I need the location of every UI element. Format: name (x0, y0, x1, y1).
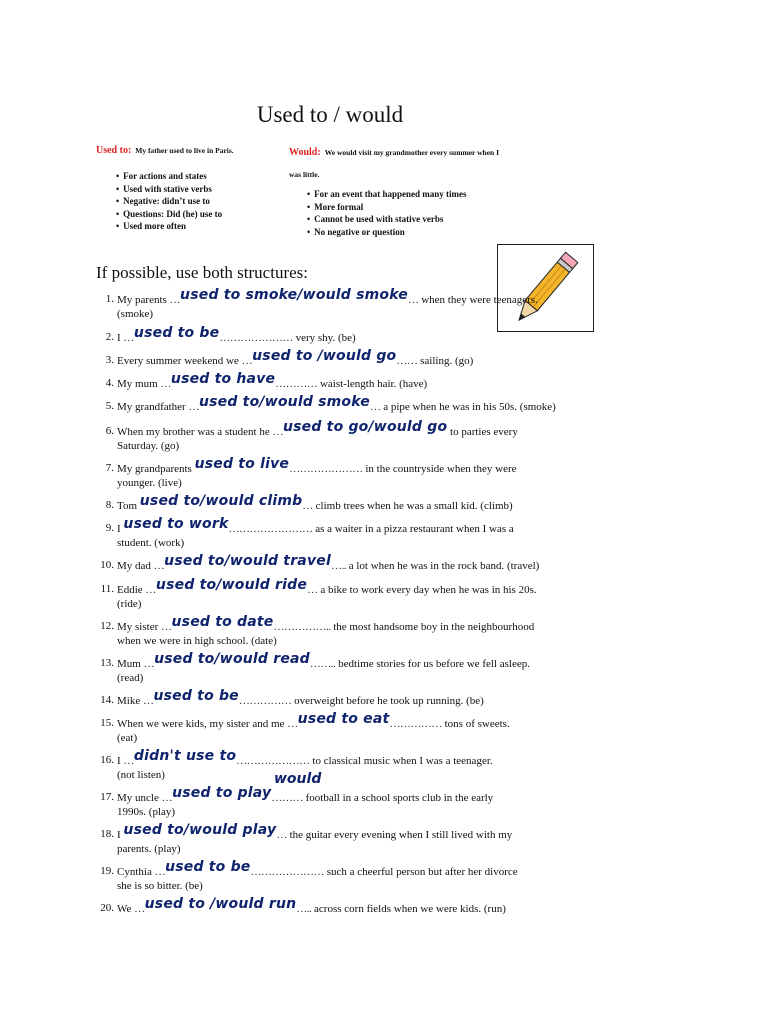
item-text: I (117, 755, 124, 767)
item-number: 18. (100, 828, 114, 840)
item-number: 10. (100, 559, 114, 571)
handwritten-answer: used to smoke/would smoke (180, 287, 408, 303)
item-text: football in a school sports club in the early (302, 792, 494, 804)
bullet-item: • For actions and states (116, 170, 286, 183)
would-bullets (289, 188, 529, 238)
item-number: 3. (105, 354, 114, 366)
handwritten-answer: used to /would run (144, 896, 297, 912)
item-text-line2: student. (work) (117, 536, 185, 549)
item-text: Mike (117, 695, 143, 707)
item-text: Mum (117, 658, 144, 670)
item-text: I (117, 523, 124, 535)
item-text-line2: when we were in high school. (date) (117, 634, 277, 647)
item-number: 15. (100, 717, 114, 729)
handwritten-answer: used to/would ride (155, 577, 308, 593)
handwritten-answer: used to go/would go (282, 419, 448, 435)
would-example (289, 142, 529, 160)
item-text: as a waiter in a pizza restaurant when I was a (312, 523, 514, 535)
item-text: across corn fields when we were kids. (run) (311, 903, 506, 915)
exercise-item: 6. When my brother was a student he …used to go/would go to parties every Saturday. (go) (94, 425, 574, 453)
used-to-panel (96, 140, 286, 233)
item-text: a bike to work every day when he was in his 20s. (317, 584, 537, 596)
item-text: I (117, 332, 124, 344)
would-label: Would: (289, 147, 321, 158)
item-text-line2: Saturday. (go) (117, 439, 180, 452)
item-number: 16. (100, 754, 114, 766)
bullet-item: • More formal (307, 201, 529, 214)
item-text-line2: (ride) (117, 597, 142, 610)
item-number: 14. (100, 694, 114, 706)
item-text: climb trees when he was a small kid. (climb) (312, 500, 513, 512)
item-text: My grandparents (117, 463, 195, 475)
would-example-text-2: was little. (289, 170, 320, 179)
handwritten-answer: used to live (194, 456, 290, 472)
exercise-item: 3. Every summer weekend we …used to /would go…… sailing. (go) (94, 354, 574, 369)
bullet-item: • Negative: didn’t use to (116, 195, 286, 208)
handwritten-answer: used to date (171, 614, 274, 630)
item-number: 9. (105, 522, 114, 534)
exercise-item: 20. We …used to /would run….. across corn fields when we were kids. (run) (94, 902, 574, 917)
handwritten-answer: used to/would climb (139, 493, 303, 509)
item-number: 2. (105, 331, 114, 343)
page-title: Used to / would (256, 102, 404, 127)
item-text: to parties every (447, 426, 518, 438)
handwritten-answer: used to/would play (123, 822, 277, 838)
item-number: 13. (100, 657, 114, 669)
item-number: 5. (105, 400, 114, 412)
item-text: My parents (117, 294, 170, 306)
item-number: 12. (100, 620, 114, 632)
item-text: Every summer weekend we (117, 355, 242, 367)
used-to-bullets (96, 170, 286, 233)
handwritten-correction: would (274, 771, 322, 787)
handwritten-answer: used to be (133, 325, 220, 341)
exercise-item: 2. I …used to be………………… very shy. (be) (94, 331, 574, 346)
item-number: 8. (105, 499, 114, 511)
item-text-line2: (eat) (117, 731, 138, 744)
item-text: I (117, 829, 124, 841)
handwritten-answer: used to be (153, 688, 239, 704)
item-text: the most handsome boy in the neighbourhood (330, 621, 535, 633)
handwritten-answer: used to play (172, 785, 272, 801)
used-to-example (96, 140, 286, 158)
handwritten-answer: used to eat (297, 711, 390, 727)
item-number: 17. (100, 791, 114, 803)
exercise-item: 4. My mum …used to have………… waist-length hair. (have) (94, 377, 574, 392)
item-text: My mum (117, 378, 161, 390)
exercise-item: 12. My sister …used to date…………….. the most handsome boy in the neighbourhood when we were in high school. (date) (94, 620, 574, 648)
item-text: Tom (117, 500, 140, 512)
item-text: the guitar every evening when I still lived with my (286, 829, 513, 841)
exercise-item: 7. My grandparents used to live………………… in the countryside when they were younger. (live) (94, 462, 574, 490)
item-text-line2: (read) (117, 671, 144, 684)
exercise-item: 9. I used to work…………………… as a waiter in a pizza restaurant when I was a student. (work) (94, 522, 574, 550)
item-text-line2: she is so bitter. (be) (117, 879, 203, 892)
exercise-item: 1. My parents …used to smoke/would smoke… when they were teenagers. (smoke) (94, 293, 574, 321)
bullet-item: • Used with stative verbs (116, 183, 286, 196)
item-text-line2: (not listen) (117, 768, 165, 781)
handwritten-answer: used to be (165, 859, 251, 875)
item-text: waist-length hair. (have) (317, 378, 428, 390)
item-text: We (117, 903, 135, 915)
exercise-item: 14. Mike …used to be…………… overweight before he took up running. (be) (94, 694, 574, 709)
item-number: 1. (105, 293, 114, 305)
handwritten-answer: didn't use to (133, 748, 237, 764)
item-text: My grandfather (117, 401, 189, 413)
exercise-item: 8. Tom used to/would climb… climb trees when he was a small kid. (climb) (94, 499, 574, 514)
item-number: 19. (100, 865, 114, 877)
item-text: overweight before he took up running. (be) (291, 695, 484, 707)
item-text: bedtime stories for us before we fell asleep. (335, 658, 530, 670)
exercise-item: 18. I used to/would play… the guitar every evening when I still lived with my parents. (play) (94, 828, 574, 856)
handwritten-answer: used to have (170, 371, 276, 387)
used-to-example-text: My father used to live in Paris. (135, 146, 234, 155)
exercise-item: 16. I …didn't use to………………… to classical music when I was a teenager. (not listen) (94, 754, 574, 782)
item-text: to classical music when I was a teenager. (309, 755, 493, 767)
item-text: When we were kids, my sister and me (117, 718, 288, 730)
item-text-line2: parents. (play) (117, 842, 181, 855)
bullet-item: • No negative or question (307, 226, 529, 239)
item-text: tons of sweets. (441, 718, 510, 730)
item-text: such a cheerful person but after her divorce (324, 866, 518, 878)
item-number: 20. (100, 902, 114, 914)
item-text: a lot when he was in the rock band. (travel) (345, 560, 540, 572)
item-text-line2: 1990s. (play) (117, 805, 176, 818)
bullet-item: • For an event that happened many times (307, 188, 529, 201)
item-text: My uncle (117, 792, 162, 804)
bullet-item: • Used more often (116, 220, 286, 233)
exercise-item: 5. My grandfather …used to/would smoke… a pipe when he was in his 50s. (smoke) (94, 400, 574, 415)
handwritten-answer: used to /would go (252, 348, 397, 364)
exercise-item: would 17. My uncle …used to play……… football in a school sports club in the early 1990s. (play) (94, 791, 574, 819)
item-text: in the countryside when they were (362, 463, 517, 475)
exercise-item: 11. Eddie …used to/would ride… a bike to work every day when he was in his 20s. (ride) (94, 583, 574, 611)
item-text: When my brother was a student he (117, 426, 273, 438)
used-to-label: Used to: (96, 145, 132, 156)
item-number: 11. (100, 583, 114, 595)
item-text: very shy. (be) (292, 332, 356, 344)
item-text-line2: (smoke) (117, 307, 154, 320)
item-number: 7. (105, 462, 114, 474)
bullet-item: • Cannot be used with stative verbs (307, 213, 529, 226)
item-text: Eddie (117, 584, 146, 596)
would-example-text: We would visit my grandmother every summer when I (324, 148, 499, 157)
exercise-item: 13. Mum …used to/would read…….. bedtime stories for us before we fell asleep. (read) (94, 657, 574, 685)
item-number: 4. (105, 377, 114, 389)
handwritten-answer: used to/would smoke (198, 394, 370, 410)
item-number: 6. (105, 425, 114, 437)
item-text: My dad (117, 560, 154, 572)
item-text-line2: younger. (live) (117, 476, 182, 489)
item-text: a pipe when he was in his 50s. (smoke) (380, 401, 556, 413)
handwritten-answer: used to work (123, 516, 229, 532)
exercise-item: 10. My dad …used to/would travel….. a lot when he was in the rock band. (travel) (94, 559, 574, 574)
exercise-item: 15. When we were kids, my sister and me …used to eat…………… tons of sweets. (eat) (94, 717, 574, 745)
item-text: Cynthia (117, 866, 155, 878)
handwritten-answer: used to/would read (154, 651, 310, 667)
exercise-heading: If possible, use both structures: (96, 263, 308, 282)
item-text: sailing. (go) (417, 355, 474, 367)
item-text: My sister (117, 621, 161, 633)
would-panel (289, 142, 529, 238)
bullet-item: • Questions: Did (he) use to (116, 208, 286, 221)
item-text: when they were teenagers. (418, 294, 538, 306)
exercise-item: 19. Cynthia …used to be………………… such a cheerful person but after her divorce she is so bitter. (be) (94, 865, 574, 893)
handwritten-answer: used to/would travel (164, 553, 331, 569)
